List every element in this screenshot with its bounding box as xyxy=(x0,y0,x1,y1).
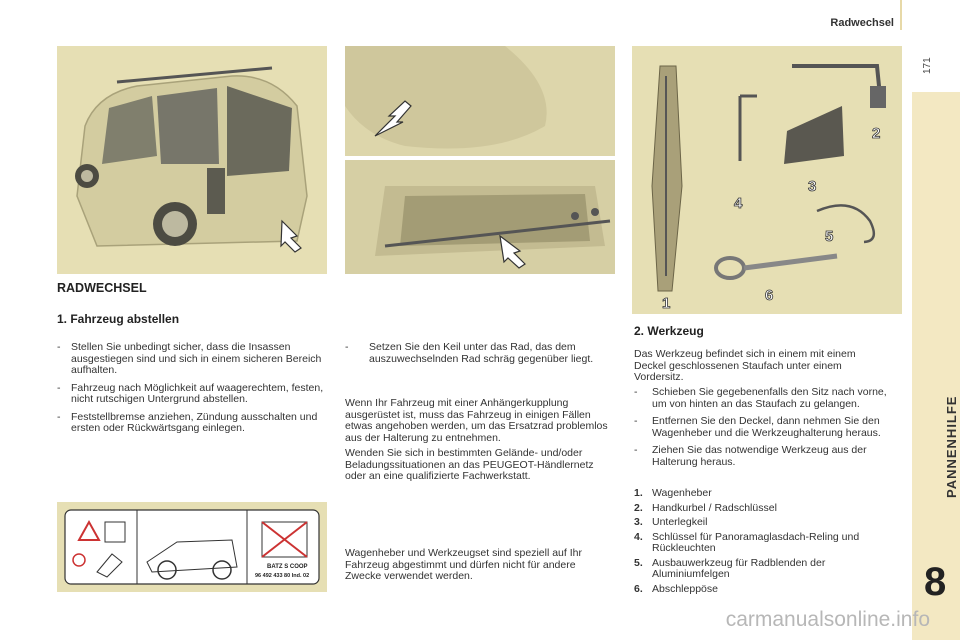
chapter-tab xyxy=(912,92,960,640)
page-header-title: Radwechsel xyxy=(830,17,894,29)
watermark-link[interactable]: carmanualsonline.info xyxy=(725,608,930,631)
seat-storage-image xyxy=(345,46,615,274)
list-item: - Setzen Sie den Keil unter das Rad, das dem auszuwechselnden Rad schräg gegenüber liegt. xyxy=(345,341,594,365)
list-item: - Feststellbremse anziehen, Zündung ausschalten und ersten oder Rückwärtsgang einlegen. xyxy=(57,410,318,434)
tool-usage-note: Wagenheber und Werkzeugset sind speziell auf Ihr Fahrzeug abgestimmt und dürfen nicht für andere Zwecke verwendet werden. xyxy=(345,547,582,582)
tool-label-5: 5 xyxy=(825,228,834,245)
list-item: - Ziehen Sie das notwendige Werkzeug aus der Halterung heraus. xyxy=(634,444,867,468)
tool-label-4: 4 xyxy=(734,195,743,212)
tool-label-3: 3 xyxy=(808,178,817,195)
list-item: 3. Unterlegkeil xyxy=(634,516,708,528)
subsection-title-tools: 2. Werkzeug xyxy=(634,324,704,338)
list-item: 4. Schlüssel für Panoramaglasdach-Reling und Rückleuchten xyxy=(634,530,860,554)
header-rule xyxy=(900,0,902,30)
tools-instructions xyxy=(634,387,899,474)
wedge-instruction xyxy=(345,342,615,371)
dealer-note: Wenden Sie sich in bestimmten Gelände- und/oder Beladungssituationen an das PEUGEOT-Händlernetz oder an eine qualifizierte Fachwerkstatt. xyxy=(345,447,594,482)
page-number: 171 xyxy=(922,57,933,74)
tools-intro: Das Werkzeug befindet sich in einem mit einem Deckel geschlossenen Staufach unter einem Vordersitz. xyxy=(634,348,856,383)
list-item: - Entfernen Sie den Deckel, dann nehmen Sie den Wagenheber und die Werkzeughalterung heraus. xyxy=(634,415,881,439)
subsection-title-parking: 1. Fahrzeug abstellen xyxy=(57,312,180,326)
warning-label-image xyxy=(57,502,327,592)
chapter-number: 8 xyxy=(924,560,947,604)
label-code-line2: 96 492 433 80 Ind. 02 xyxy=(255,573,310,579)
list-item: 1. Wagenheber xyxy=(634,487,712,499)
tool-label-1: 1 xyxy=(662,295,671,312)
car-rear-image xyxy=(57,46,327,274)
list-item: 5. Ausbauwerkzeug für Radblenden der Aluminiumfelgen xyxy=(634,556,826,580)
list-item: - Stellen Sie unbedingt sicher, dass die Insassen ausgestiegen sind und sich in einem sicheren Bereich aufhalten. xyxy=(57,341,322,376)
list-item: - Fahrzeug nach Möglichkeit auf waagerechtem, festen, nicht rutschigen Untergrund abstellen. xyxy=(57,381,324,405)
tool-label-6: 6 xyxy=(765,287,774,304)
chapter-label: PANNENHILFE xyxy=(944,395,959,498)
parking-instructions xyxy=(57,342,332,441)
towbar-note: Wenn Ihr Fahrzeug mit einer Anhängerkupplung ausgerüstet ist, muss das Fahrzeug in einigen Fällen etwas angehoben werden, um das Ersatzrad problemlos aus der Halterung zu entnehmen. xyxy=(345,397,608,444)
section-title: RADWECHSEL xyxy=(57,281,147,295)
list-item: - Schieben Sie gegebenenfalls den Sitz nach vorne, um von hinten an das Staufach zu gelangen. xyxy=(634,386,887,410)
list-item: 6. Abschleppöse xyxy=(634,582,718,595)
label-code-line1: BATZ S COOP xyxy=(267,564,308,570)
tools-image xyxy=(632,46,902,314)
tools-list xyxy=(634,488,899,598)
list-item: 2. Handkurbel / Radschlüssel xyxy=(634,501,777,514)
tool-label-2: 2 xyxy=(872,125,881,142)
